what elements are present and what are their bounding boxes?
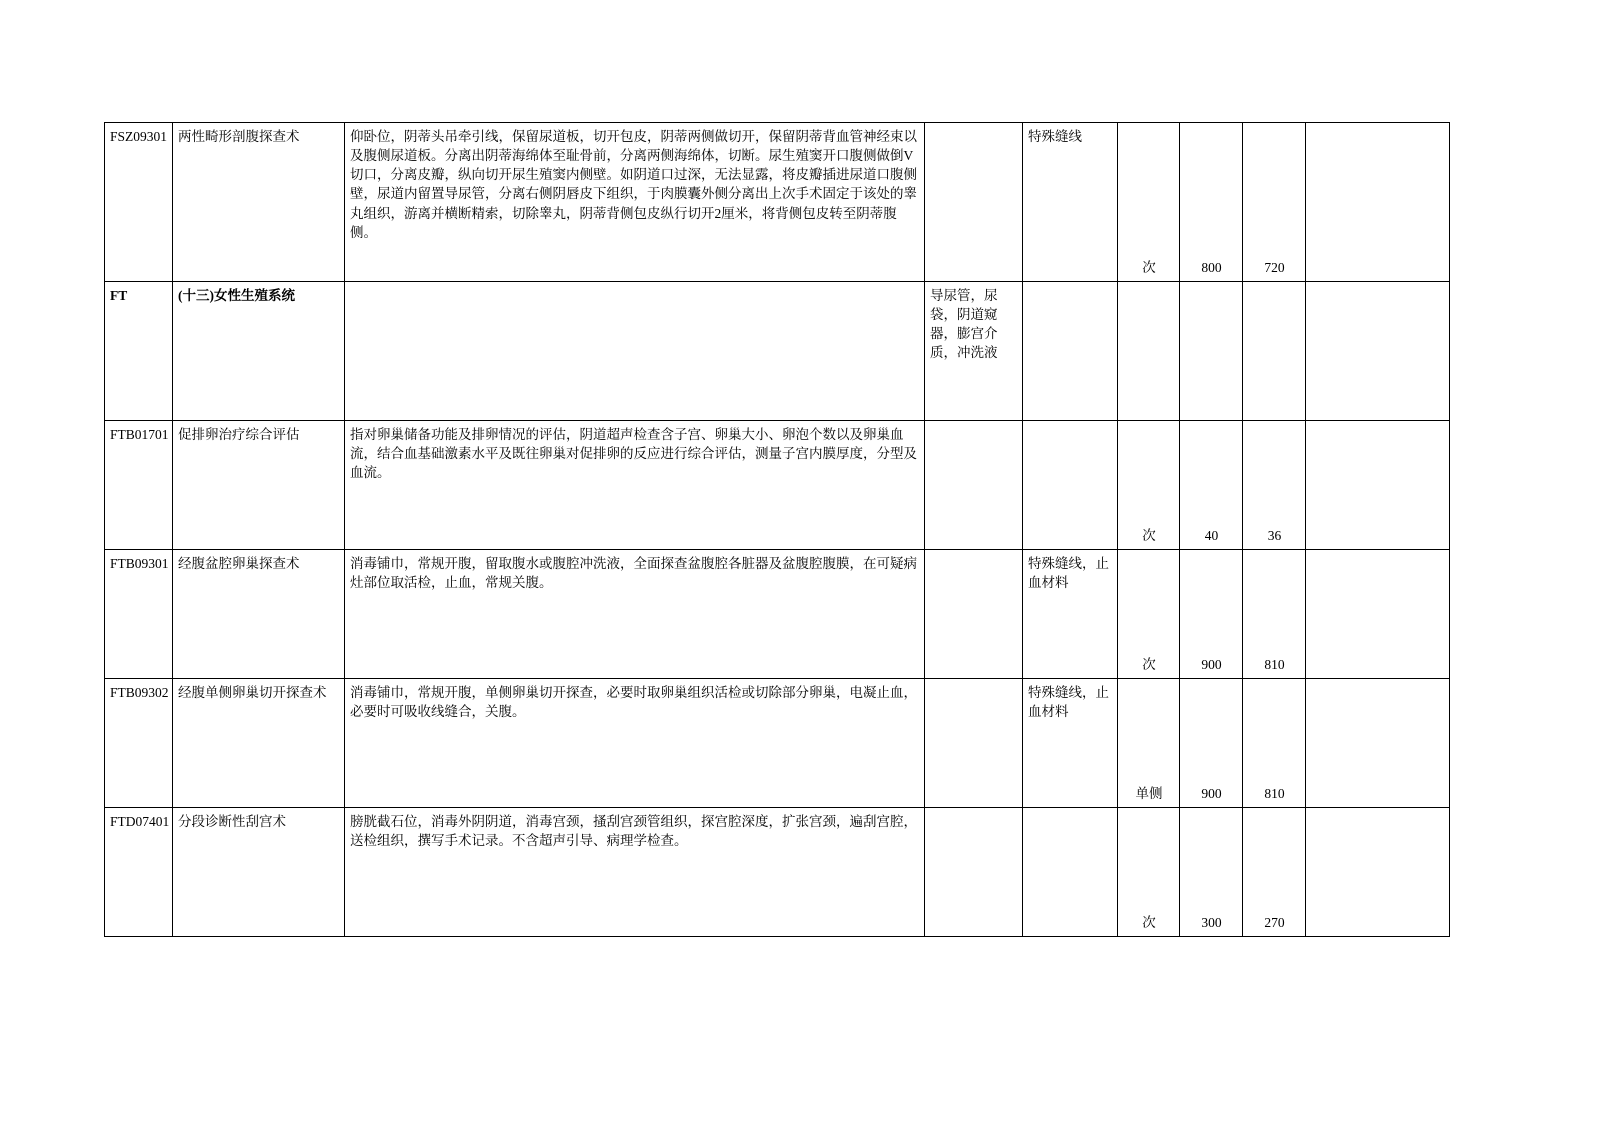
cell-name: 两性畸形剖腹探查术 xyxy=(173,123,345,282)
cell-extra-materials: 特殊缝线 xyxy=(1023,123,1118,282)
cell-price-primary: 900 xyxy=(1180,679,1243,808)
cell-price-secondary: 36 xyxy=(1243,421,1306,550)
cell-materials xyxy=(925,679,1023,808)
cell-extra-materials xyxy=(1023,282,1118,421)
cell-code: FTB01701 xyxy=(105,421,173,550)
cell-unit: 次 xyxy=(1118,808,1180,937)
cell-price-secondary: 810 xyxy=(1243,550,1306,679)
cell-unit: 次 xyxy=(1118,421,1180,550)
table-row xyxy=(105,282,1450,421)
cell-materials xyxy=(925,123,1023,282)
cell-content: 膀胱截石位，消毒外阴阴道，消毒宫颈，搔刮宫颈管组织，探宫腔深度，扩张宫颈，遍刮宫腔，送检组织，撰写手术记录。不含超声引导、病理学检查。 xyxy=(345,808,925,937)
table-row xyxy=(105,123,1450,282)
table-body xyxy=(105,123,1450,937)
cell-note xyxy=(1306,282,1450,421)
cell-materials xyxy=(925,421,1023,550)
cell-name: 分段诊断性刮宫术 xyxy=(173,808,345,937)
cell-price-secondary: 270 xyxy=(1243,808,1306,937)
cell-note xyxy=(1306,123,1450,282)
cell-price-primary: 800 xyxy=(1180,123,1243,282)
cell-name: (十三)女性生殖系统 xyxy=(173,282,345,421)
cell-price-secondary: 720 xyxy=(1243,123,1306,282)
table-row xyxy=(105,421,1450,550)
cell-code: FSZ09301 xyxy=(105,123,173,282)
cell-note xyxy=(1306,421,1450,550)
cell-content: 指对卵巢储备功能及排卵情况的评估，阴道超声检查含子宫、卵巢大小、卵泡个数以及卵巢血流，结合血基础激素水平及既往卵巢对促排卵的反应进行综合评估，测量子宫内膜厚度，分型及血流。 xyxy=(345,421,925,550)
cell-content: 消毒铺巾，常规开腹，单侧卵巢切开探查，必要时取卵巢组织活检或切除部分卵巢，电凝止血，必要时可吸收线缝合，关腹。 xyxy=(345,679,925,808)
cell-code: FTD07401 xyxy=(105,808,173,937)
cell-price-primary: 40 xyxy=(1180,421,1243,550)
cell-code: FT xyxy=(105,282,173,421)
cell-extra-materials xyxy=(1023,808,1118,937)
cell-note xyxy=(1306,550,1450,679)
cell-price-secondary: 810 xyxy=(1243,679,1306,808)
cell-extra-materials: 特殊缝线，止血材料 xyxy=(1023,550,1118,679)
cell-unit: 单侧 xyxy=(1118,679,1180,808)
cell-name: 促排卵治疗综合评估 xyxy=(173,421,345,550)
cell-content xyxy=(345,282,925,421)
cell-note xyxy=(1306,679,1450,808)
cell-extra-materials: 特殊缝线，止血材料 xyxy=(1023,679,1118,808)
cell-extra-materials xyxy=(1023,421,1118,550)
cell-unit: 次 xyxy=(1118,123,1180,282)
cell-materials: 导尿管，尿袋，阴道窥器，膨宫介质，冲洗液 xyxy=(925,282,1023,421)
cell-content: 消毒铺巾，常规开腹，留取腹水或腹腔冲洗液，全面探查盆腹腔各脏器及盆腹腔腹膜，在可疑病灶部位取活检，止血，常规关腹。 xyxy=(345,550,925,679)
cell-note xyxy=(1306,808,1450,937)
cell-code: FTB09301 xyxy=(105,550,173,679)
cell-materials xyxy=(925,808,1023,937)
table-row xyxy=(105,550,1450,679)
cell-unit xyxy=(1118,282,1180,421)
table-row xyxy=(105,679,1450,808)
cell-price-primary: 300 xyxy=(1180,808,1243,937)
table-row xyxy=(105,808,1450,937)
cell-name: 经腹盆腔卵巢探查术 xyxy=(173,550,345,679)
cell-code: FTB09302 xyxy=(105,679,173,808)
price-table-container xyxy=(104,122,1449,937)
cell-content: 仰卧位，阴蒂头吊牵引线，保留尿道板，切开包皮，阴蒂两侧做切开，保留阴蒂背血管神经束以及腹侧尿道板。分离出阴蒂海绵体至耻骨前，分离两侧海绵体，切断。尿生殖窦开口腹侧做倒V切口，分离皮瓣，纵向切开尿生殖窦内侧壁。如阴道口过深，无法显露，将皮瓣插进尿道口腹侧壁，尿道内留置导尿管，分离右侧阴唇皮下组织，于肉膜囊外侧分离出上次手术固定于该处的睾丸组织，游离并横断精索，切除睾丸，阴蒂背侧包皮纵行切开2厘米，将背侧包皮转至阴蒂腹侧。 xyxy=(345,123,925,282)
cell-price-secondary xyxy=(1243,282,1306,421)
cell-price-primary: 900 xyxy=(1180,550,1243,679)
medical-service-price-table xyxy=(104,122,1450,937)
cell-materials xyxy=(925,550,1023,679)
cell-unit: 次 xyxy=(1118,550,1180,679)
cell-name: 经腹单侧卵巢切开探查术 xyxy=(173,679,345,808)
cell-price-primary xyxy=(1180,282,1243,421)
